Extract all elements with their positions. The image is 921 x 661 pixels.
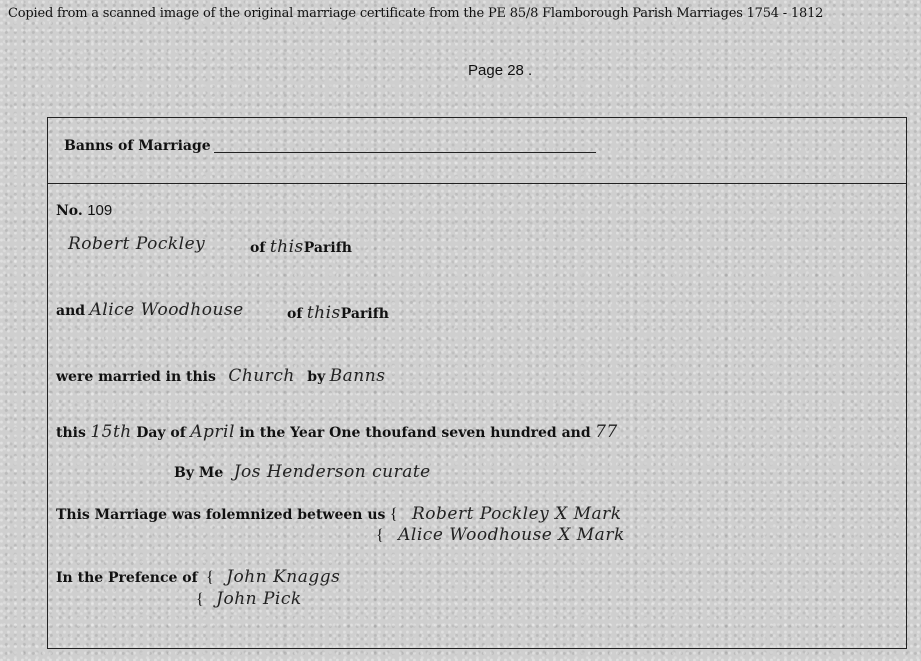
party-1-name: Robert Pockley X Mark [411,504,622,524]
entry-number-line [56,202,112,219]
date-line [56,422,618,442]
certificate-frame [47,117,907,649]
married-text: were married in this [56,369,216,385]
this-label: this [56,425,86,441]
bride-name: Alice Woodhouse [89,300,244,320]
groom-parish-line [250,237,352,257]
party-brace-2: { [376,527,384,544]
by-label: by [307,369,326,385]
presence-line [56,567,340,587]
entry-number-value: 109 [87,202,113,219]
bride-line [56,300,244,320]
witness-2-name: John Pick [216,589,302,609]
year-text: in the Year One thoufand seven hundred and [239,425,591,441]
solemnized-line [56,504,622,524]
witness-2-line [196,589,302,609]
groom-name: Robert Pockley [68,234,206,254]
banns-blank-line [214,152,596,153]
bride-this: this [306,303,341,323]
solemnized-text: This Marriage was folemnized between us [56,507,386,523]
married-line [56,366,385,386]
banns-row [48,118,906,184]
presence-text: In the Prefence of [56,570,198,586]
marriage-place: Church [228,366,295,386]
day-of-label: Day of [136,425,186,441]
marriage-day: 15th [90,422,132,442]
banns-title: Banns of Marriage [64,138,211,154]
entry-number-label: No. [56,203,83,219]
bride-of-label: of [287,306,303,322]
witness-1-name: John Knaggs [226,567,341,587]
officiant-line [174,462,431,482]
by-me-label: By Me [174,465,224,481]
groom-this: this [269,237,304,257]
marriage-method: Banns [329,366,386,386]
bride-parish-line [287,303,389,323]
marriage-month: April [190,422,235,442]
page-number: Page 28 . [468,62,533,79]
source-note: Copied from a scanned image of the original marriage certificate from the PE 85/8 Flamborough Parish Marriages 1754 - 1812 [8,6,824,21]
bride-parish: Parifh [340,306,389,322]
party-brace-1: { [389,506,398,523]
party-2-line [376,525,625,545]
officiant-name: Jos Henderson curate [233,462,431,482]
witness-brace-1: { [206,569,214,586]
groom-of-label: of [250,240,266,256]
groom-parish: Parifh [303,240,352,256]
party-2-name: Alice Woodhouse X Mark [398,525,625,545]
witness-brace-2: { [196,591,204,608]
year-suffix: 77 [595,422,618,442]
and-label: and [56,303,86,319]
